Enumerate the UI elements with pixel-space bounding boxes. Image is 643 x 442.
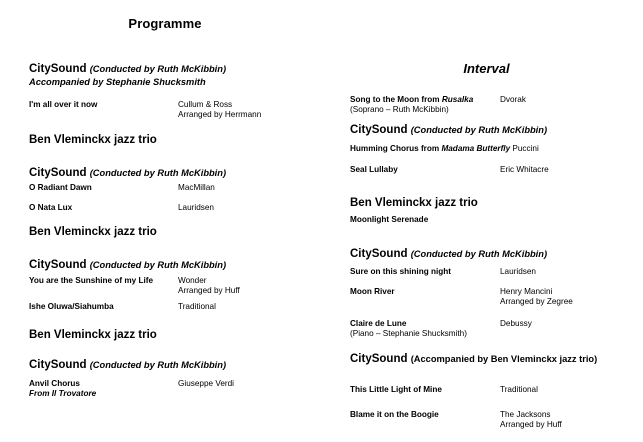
ensemble-heading <box>350 124 547 137</box>
ensemble-heading <box>29 134 157 147</box>
work-title: Madama Butterfly <box>441 144 511 153</box>
page-title: Programme <box>128 16 202 31</box>
piece-title: Anvil Chorus <box>29 379 80 388</box>
piece-composer-line2: Arranged by Herrmann <box>178 110 262 120</box>
piece-composer: Debussy <box>500 319 532 328</box>
piece-title: This Little Light of Mine <box>350 385 442 394</box>
piece-composer-inline: Puccini <box>510 144 539 153</box>
piece-title: O Radiant Dawn <box>29 183 92 192</box>
piece-composer-line2: Arranged by Huff <box>500 420 562 430</box>
piece-composer: The Jacksons Arranged by Huff <box>500 410 562 430</box>
ensemble-name: CitySound <box>350 124 408 136</box>
piece-composer: Lauridsen <box>178 203 214 212</box>
ensemble-name: CitySound <box>29 259 87 271</box>
piece-composer: MacMillan <box>178 183 215 192</box>
piece-composer: Traditional <box>178 302 216 311</box>
ensemble-heading <box>29 167 226 180</box>
piece-composer: Traditional <box>500 385 538 394</box>
ensemble-name: Ben Vleminckx jazz trio <box>29 329 157 341</box>
piece-composer: Cullum & Ross Arranged by Herrmann <box>178 100 262 120</box>
ensemble-heading <box>29 359 226 372</box>
ensemble-name: Ben Vleminckx jazz trio <box>350 197 478 209</box>
piece-subtitle: From Il Trovatore <box>29 388 97 398</box>
ensemble-name: CitySound <box>350 353 408 365</box>
piece-title: Song to the Moon from Rusalka <box>350 95 474 104</box>
ensemble-parenthetical: (Conducted by Ruth McKibbin) <box>89 168 227 178</box>
ensemble-parenthetical: (Conducted by Ruth McKibbin) <box>89 260 227 270</box>
piece-subtitle: (Piano – Stephanie Shucksmith) <box>350 328 467 338</box>
piece-composer-line2: Arranged by Zegree <box>500 297 573 307</box>
piece-title: You are the Sunshine of my Life <box>29 276 154 285</box>
ensemble-heading <box>350 353 597 366</box>
piece-title: Moonlight Serenade <box>350 215 429 224</box>
ensemble-parenthetical: (Conducted by Ruth McKibbin) <box>410 125 548 135</box>
piece-title: I'm all over it now <box>29 100 98 109</box>
piece-title: Moon River <box>350 287 395 296</box>
work-title: Rusalka <box>441 95 474 104</box>
ensemble-parenthetical: (Conducted by Ruth McKibbin) <box>410 249 548 259</box>
piece-title: Ishe Oluwa/Siahumba <box>29 302 114 311</box>
interval-heading: Interval <box>463 61 510 76</box>
piece-composer: Wonder Arranged by Huff <box>178 276 240 296</box>
piece-composer: Henry Mancini Arranged by Zegree <box>500 287 573 307</box>
ensemble-heading <box>29 329 157 342</box>
ensemble-name: CitySound <box>350 248 408 260</box>
piece-title: Claire de Lune <box>350 319 407 328</box>
ensemble-name: CitySound <box>29 63 87 75</box>
piece-subtitle: (Soprano – Ruth McKibbin) <box>350 104 449 114</box>
piece-title: Sure on this shining night <box>350 267 451 276</box>
piece-composer: Dvorak <box>500 95 526 104</box>
ensemble-heading <box>350 248 547 261</box>
ensemble-heading <box>29 259 226 272</box>
ensemble-name: Ben Vleminckx jazz trio <box>29 226 157 238</box>
piece-composer: Giuseppe Verdi <box>178 379 234 388</box>
ensemble-parenthetical: (Accompanied by Ben Vleminckx jazz trio) <box>410 354 598 364</box>
ensemble-name: CitySound <box>29 167 87 179</box>
ensemble-parenthetical: (Conducted by Ruth McKibbin) <box>89 360 227 370</box>
piece-composer-line2: Arranged by Huff <box>178 286 240 296</box>
piece-title: Seal Lullaby <box>350 165 398 174</box>
ensemble-name: Ben Vleminckx jazz trio <box>29 134 157 146</box>
ensemble-heading <box>29 226 157 239</box>
ensemble-heading <box>350 197 478 210</box>
ensemble-name: CitySound <box>29 359 87 371</box>
piece-title: O Nata Lux <box>29 203 73 212</box>
piece-title: Blame it on the Boogie <box>350 410 439 419</box>
piece-composer: Eric Whitacre <box>500 165 549 174</box>
ensemble-parenthetical: (Conducted by Ruth McKibbin) <box>89 64 227 74</box>
ensemble-heading <box>29 63 226 89</box>
piece-title: Humming Chorus from Madama Butterfly Puccini <box>350 144 539 153</box>
ensemble-second-line: Accompanied by Stephanie Shucksmith <box>29 77 206 87</box>
piece-composer: Lauridsen <box>500 267 536 276</box>
